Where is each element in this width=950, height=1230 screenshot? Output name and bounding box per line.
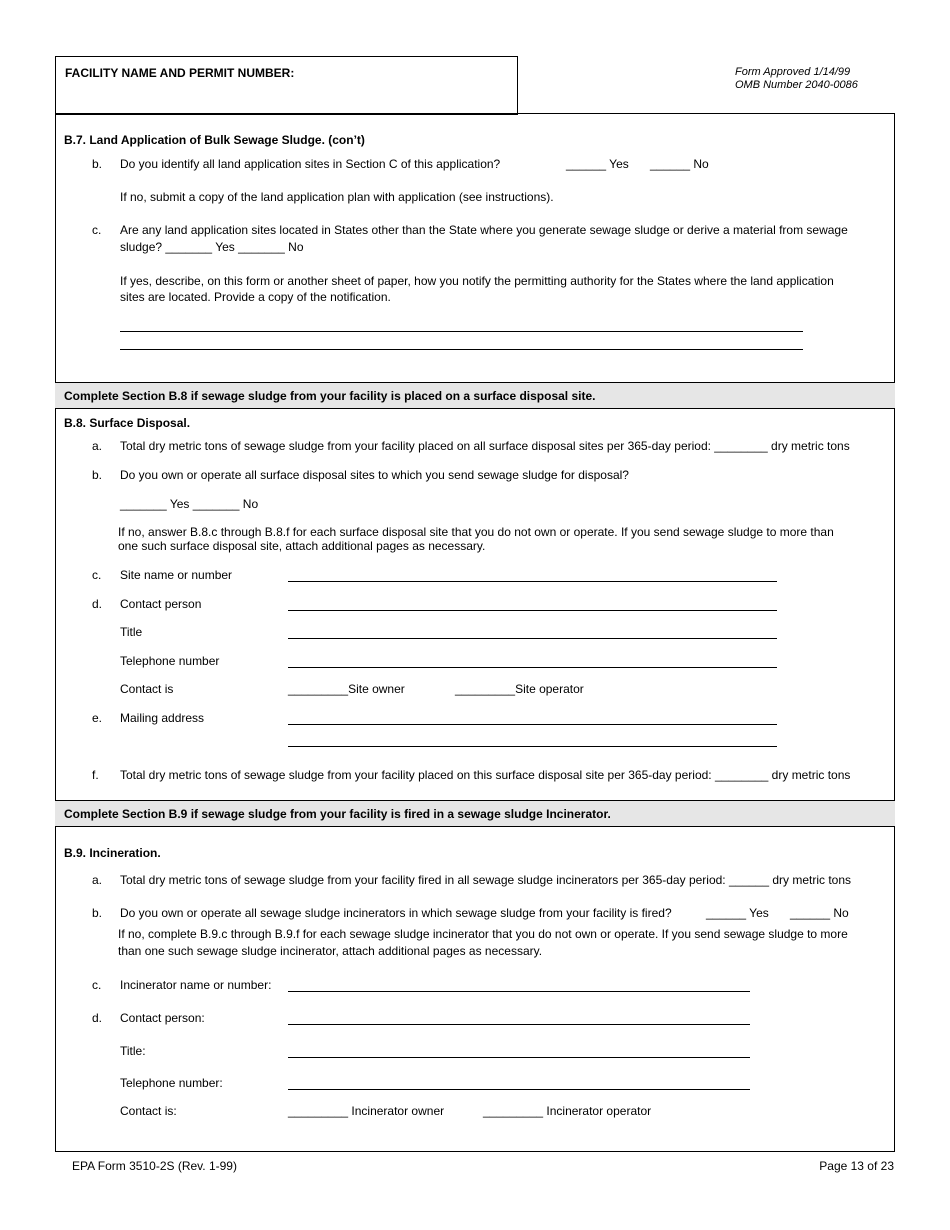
- b7-c-note-line1: If yes, describe, on this form or another sheet of paper, how you notify the permitting authority for the States where the land application: [120, 274, 834, 288]
- b8-c-letter: c.: [92, 568, 102, 582]
- b7-c-line1: Are any land application sites located in States other than the State where you generate sewage sludge or derive a material from sewage: [120, 223, 848, 237]
- b8-contact-is-label: Contact is: [120, 682, 174, 696]
- b8-title-label: Title: [120, 625, 143, 639]
- b9-a-letter: a.: [92, 873, 103, 887]
- b8-b-text: Do you own or operate all surface disposal sites to which you send sewage sludge for disposal?: [120, 468, 629, 482]
- b9-incinerator-name-label: Incinerator name or number:: [120, 978, 272, 992]
- b7-c-answer-line-1[interactable]: [120, 331, 803, 332]
- section-b9-title: B.9. Incineration.: [64, 846, 161, 860]
- b8-mailing-address-label: Mailing address: [120, 711, 205, 725]
- b8-note-line2: one such surface disposal site, attach additional pages as necessary.: [118, 539, 486, 553]
- b8-site-operator-option[interactable]: _________Site operator: [455, 682, 584, 696]
- b9-contact-person-label: Contact person:: [120, 1011, 205, 1025]
- b7-c-line2[interactable]: sludge? _______ Yes _______ No: [120, 240, 304, 254]
- b9-note-line1: If no, complete B.9.c through B.9.f for each sewage sludge incinerator that you do not own or operate. If you send sewage sludge to more: [118, 927, 848, 941]
- b9-contact-is-label: Contact is:: [120, 1104, 177, 1118]
- b7-b-yes[interactable]: ______ Yes: [566, 157, 629, 171]
- b9-telephone-line[interactable]: [288, 1089, 750, 1090]
- section-b8-title: B.8. Surface Disposal.: [64, 416, 191, 430]
- band-b8-text: Complete Section B.8 if sewage sludge from your facility is placed on a surface disposal site.: [64, 389, 596, 403]
- facility-name-label: FACILITY NAME AND PERMIT NUMBER:: [65, 66, 295, 80]
- b9-telephone-label: Telephone number:: [120, 1076, 223, 1090]
- b9-b-text: Do you own or operate all sewage sludge incinerators in which sewage sludge from your facility is fired?: [120, 906, 672, 920]
- b7-b-letter: b.: [92, 157, 103, 171]
- b9-c-letter: c.: [92, 978, 102, 992]
- b9-title-line[interactable]: [288, 1057, 750, 1058]
- b7-b-note: If no, submit a copy of the land application plan with application (see instructions).: [120, 190, 554, 204]
- b8-mailing-address-line-1[interactable]: [288, 724, 777, 725]
- b8-a-letter: a.: [92, 439, 103, 453]
- b8-site-name-line[interactable]: [288, 581, 777, 582]
- b7-b-no[interactable]: ______ No: [650, 157, 709, 171]
- band-b8: [55, 382, 895, 409]
- b8-f-letter: f.: [92, 768, 99, 782]
- b8-site-owner-option[interactable]: _________Site owner: [288, 682, 405, 696]
- facility-name-box: [55, 56, 518, 115]
- b8-note-line1: If no, answer B.8.c through B.8.f for each surface disposal site that you do not own or operate. If you send sewage sludge to more than: [118, 525, 834, 539]
- b9-contact-person-line[interactable]: [288, 1024, 750, 1025]
- b7-b-question: Do you identify all land application sites in Section C of this application?: [120, 157, 501, 171]
- b8-telephone-label: Telephone number: [120, 654, 220, 668]
- b8-d-letter: d.: [92, 597, 103, 611]
- band-b9-text: Complete Section B.9 if sewage sludge from your facility is fired in a sewage sludge Incinerator.: [64, 807, 611, 821]
- b8-b-answer[interactable]: _______ Yes _______ No: [120, 497, 259, 511]
- b9-b-letter: b.: [92, 906, 103, 920]
- b8-f-text[interactable]: Total dry metric tons of sewage sludge from your facility placed on this surface disposal site per 365-day period: ________ dry metric tons: [120, 768, 851, 782]
- b9-title-label: Title:: [120, 1044, 146, 1058]
- b8-contact-person-label: Contact person: [120, 597, 202, 611]
- b8-telephone-line[interactable]: [288, 667, 777, 668]
- section-b7-title: B.7. Land Application of Bulk Sewage Sludge. (con’t): [64, 133, 365, 147]
- b7-c-note-line2: sites are located. Provide a copy of the notification.: [120, 290, 391, 304]
- b8-e-letter: e.: [92, 711, 103, 725]
- footer-page-number: Page 13 of 23: [819, 1159, 894, 1173]
- b9-incinerator-operator-option[interactable]: _________ Incinerator operator: [483, 1104, 652, 1118]
- b8-site-name-label: Site name or number: [120, 568, 233, 582]
- b8-a-text[interactable]: Total dry metric tons of sewage sludge from your facility placed on all surface disposal sites per 365-day period: ________ dry metric tons: [120, 439, 850, 453]
- form-body: [55, 113, 895, 1152]
- band-b9: [55, 800, 895, 827]
- b7-c-letter: c.: [92, 223, 102, 237]
- b9-a-text[interactable]: Total dry metric tons of sewage sludge from your facility fired in all sewage sludge incinerators per 365-day period: ______ dry metric tons: [120, 873, 852, 887]
- b9-d-letter: d.: [92, 1011, 103, 1025]
- omb-number: OMB Number 2040-0086: [735, 79, 858, 91]
- b8-b-letter: b.: [92, 468, 103, 482]
- b9-b-yes[interactable]: ______ Yes: [706, 906, 769, 920]
- b7-c-answer-line-2[interactable]: [120, 349, 803, 350]
- footer-form-number: EPA Form 3510-2S (Rev. 1-99): [72, 1159, 237, 1173]
- b9-note-line2: than one such sewage sludge incinerator, attach additional pages as necessary.: [118, 944, 543, 958]
- b9-b-no[interactable]: ______ No: [790, 906, 849, 920]
- form-approved: Form Approved 1/14/99: [735, 66, 851, 78]
- b9-incinerator-name-line[interactable]: [288, 991, 750, 992]
- b8-mailing-address-line-2[interactable]: [288, 746, 777, 747]
- b8-contact-person-line[interactable]: [288, 610, 777, 611]
- b8-title-line[interactable]: [288, 638, 777, 639]
- b9-incinerator-owner-option[interactable]: _________ Incinerator owner: [288, 1104, 445, 1118]
